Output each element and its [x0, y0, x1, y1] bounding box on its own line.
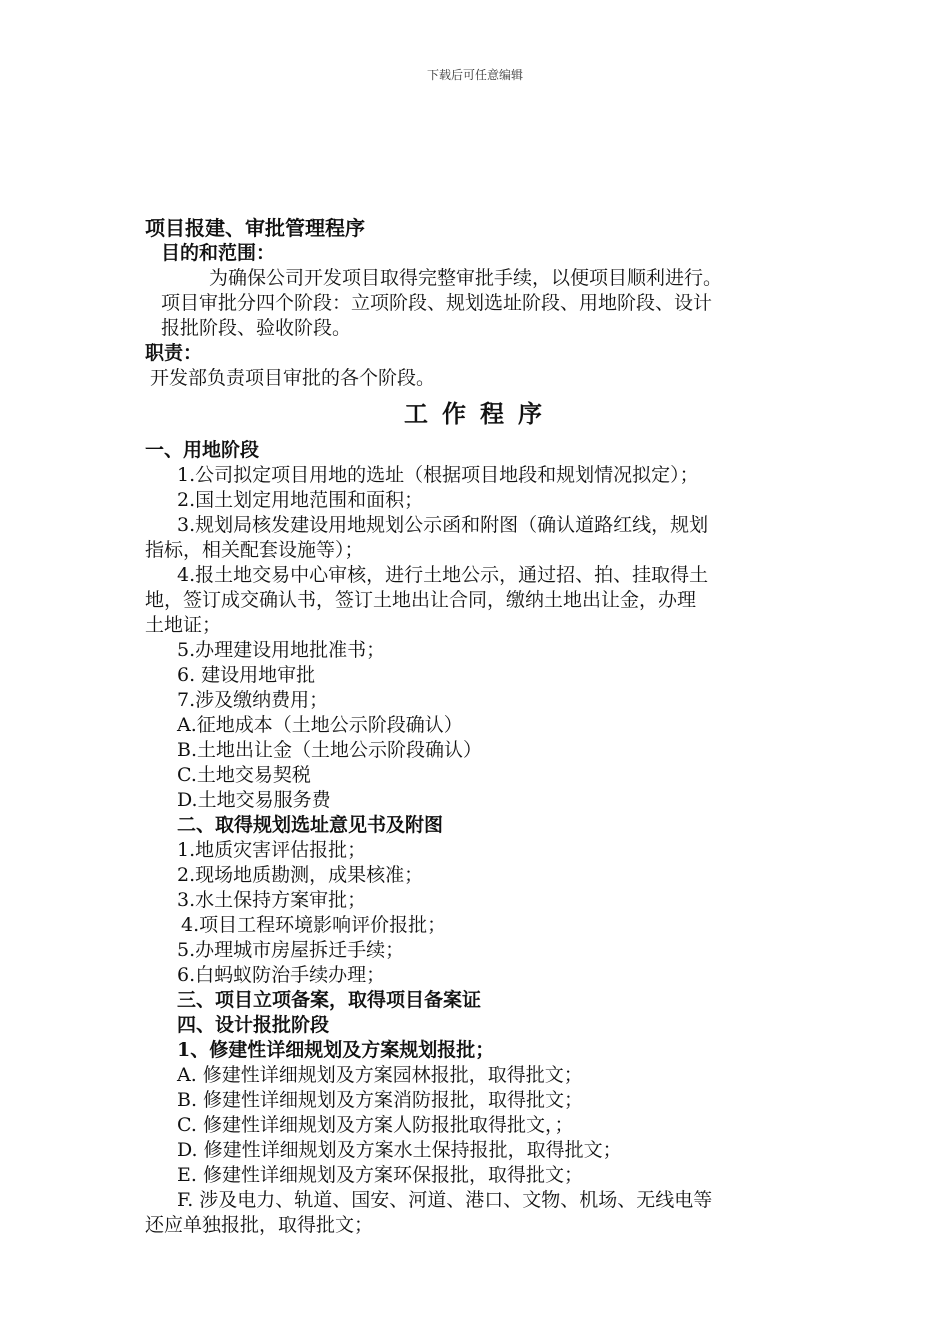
list-item: 3.规划局核发建设用地规划公示函和附图（确认道路红线，规划 [177, 514, 709, 536]
list-item: A.征地成本（土地公示阶段确认） [177, 714, 463, 736]
list-item: D.土地交易服务费 [177, 789, 331, 811]
list-item: 4.项目工程环境影响评价报批； [181, 914, 447, 936]
section-3-heading: 三、项目立项备案，取得项目备案证 [177, 989, 482, 1011]
document-title: 项目报建、审批管理程序 [145, 216, 365, 240]
list-item: C.土地交易契税 [177, 764, 311, 786]
purpose-heading: 目的和范围： [161, 242, 276, 264]
list-item: 1.公司拟定项目用地的选址（根据项目地段和规划情况拟定）； [177, 464, 699, 486]
list-item: D. 修建性详细规划及方案水土保持报批，取得批文； [177, 1139, 622, 1161]
list-item: 5.办理建设用地批准书； [177, 639, 386, 661]
list-item: F. 涉及电力、轨道、国安、河道、港口、文物、机场、无线电等 [177, 1189, 713, 1211]
list-item-continuation: 地，签订成交确认书，签订土地出让合同，缴纳土地出让金，办理 [145, 589, 697, 611]
page-header-note: 下载后可任意编辑 [426, 68, 523, 82]
section-1-heading: 一、用地阶段 [145, 439, 260, 461]
list-item: 6.白蚂蚁防治手续办理； [177, 964, 386, 986]
procedure-title: 工作程序 [404, 399, 556, 428]
list-item-continuation: 还应单独报批，取得批文； [145, 1214, 374, 1236]
purpose-text-line: 项目审批分四个阶段：立项阶段、规划选址阶段、用地阶段、设计 [161, 292, 713, 314]
purpose-text-line: 报批阶段、验收阶段。 [161, 317, 352, 339]
list-item-continuation: 土地证； [145, 614, 222, 636]
list-item: A. 修建性详细规划及方案园林报批，取得批文； [177, 1064, 583, 1086]
duty-heading: 职责： [145, 342, 203, 364]
list-item: B. 修建性详细规划及方案消防报批，取得批文； [177, 1089, 584, 1111]
list-item: C. 修建性详细规划及方案人防报批取得批文，； [177, 1114, 574, 1136]
list-item: 4.报土地交易中心审核，进行土地公示，通过招、拍、挂取得土 [177, 564, 709, 586]
list-item-continuation: 指标，相关配套设施等）； [145, 539, 364, 561]
list-item: 6. 建设用地审批 [177, 664, 316, 686]
section-4-subheading: 1、修建性详细规划及方案规划报批； [177, 1039, 495, 1061]
list-item: E. 修建性详细规划及方案环保报批，取得批文； [177, 1164, 583, 1186]
section-2-heading: 二、取得规划选址意见书及附图 [177, 814, 444, 836]
purpose-text-line: 为确保公司开发项目取得完整审批手续，以便项目顺利进行。 [209, 267, 723, 289]
document-body [145, 216, 815, 1238]
section-4-heading: 四、设计报批阶段 [177, 1014, 330, 1036]
list-item: 7.涉及缴纳费用； [177, 689, 329, 711]
list-item: 5.办理城市房屋拆迁手续； [177, 939, 405, 961]
list-item: B.土地出让金（土地公示阶段确认） [177, 739, 483, 761]
duty-text: 开发部负责项目审批的各个阶段。 [150, 367, 436, 389]
list-item: 1.地质灾害评估报批； [177, 839, 367, 861]
list-item: 3.水土保持方案审批； [177, 889, 367, 911]
list-item: 2.国土划定用地范围和面积； [177, 489, 424, 511]
list-item: 2.现场地质勘测，成果核准； [177, 864, 424, 886]
